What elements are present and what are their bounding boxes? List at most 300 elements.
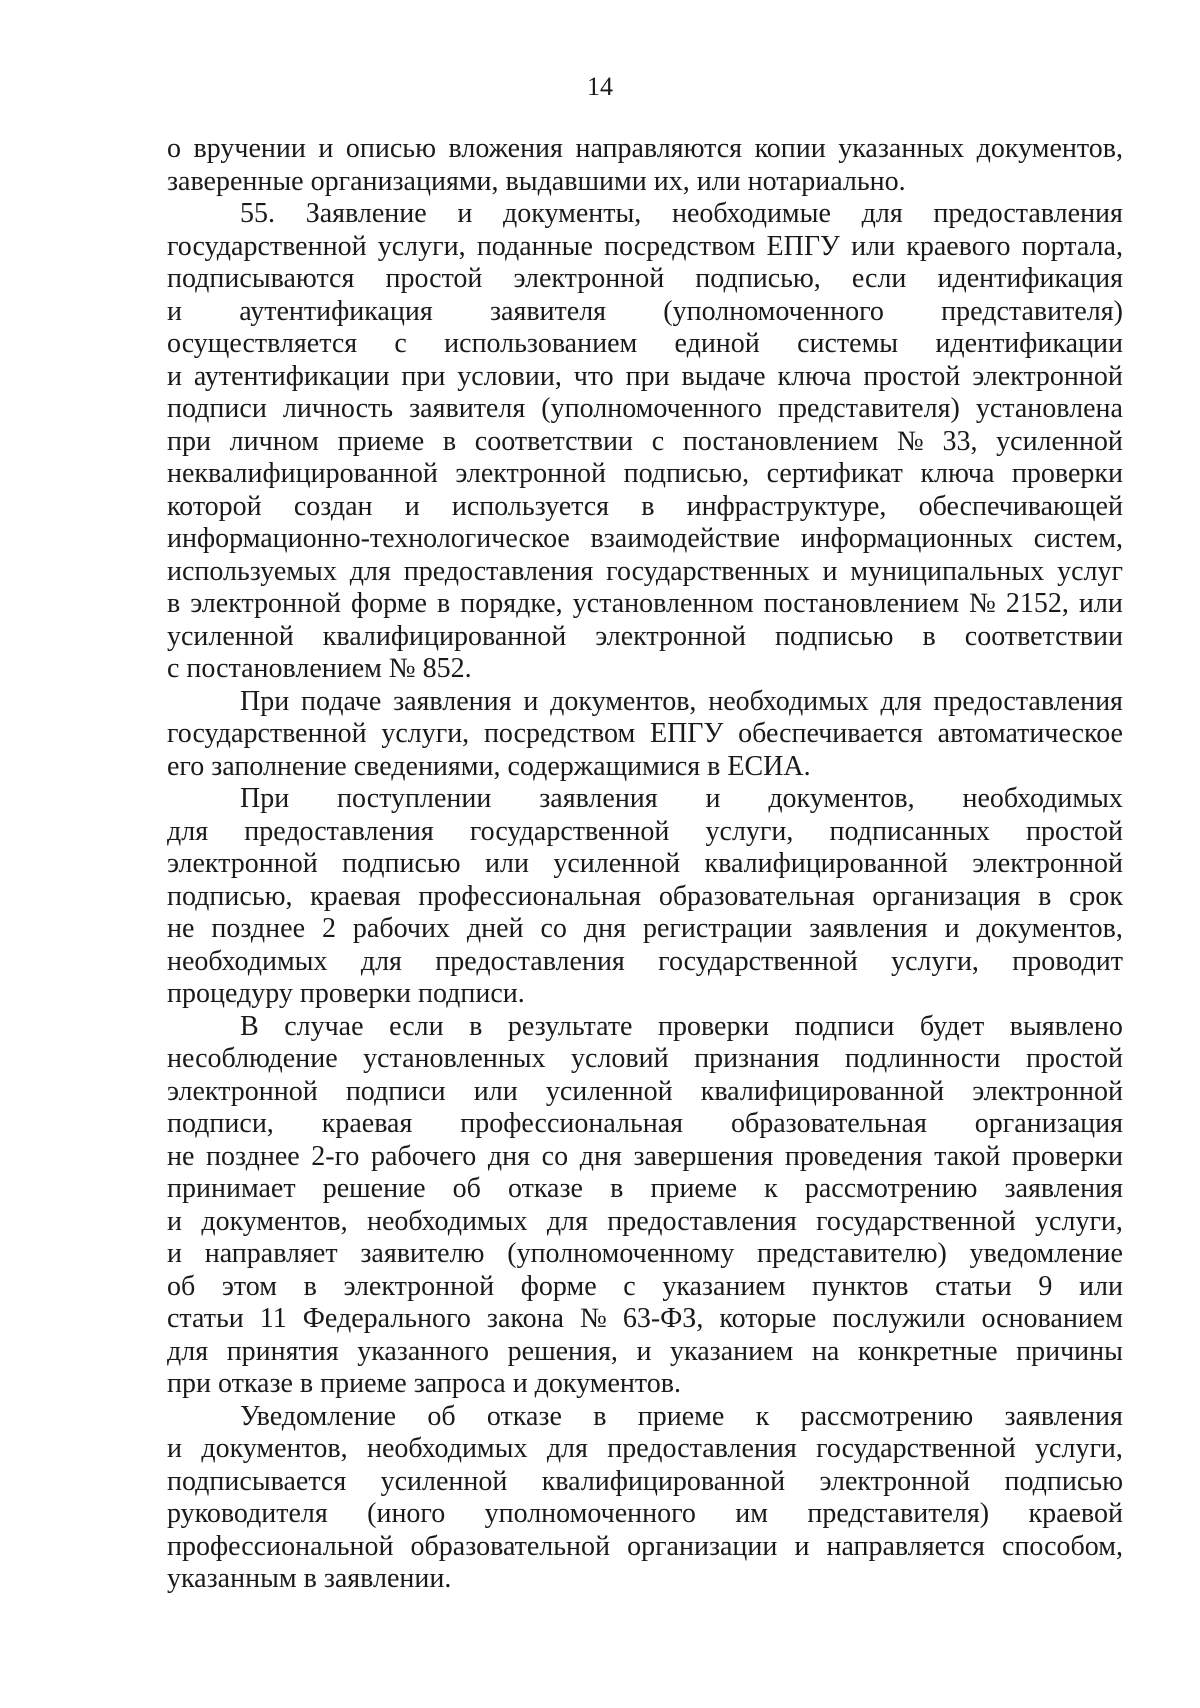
word: описью: [345, 133, 436, 164]
word: 55.: [240, 198, 275, 229]
word: рабочего: [371, 1140, 477, 1172]
word: предоставления: [403, 555, 594, 587]
word: проверки: [1011, 1140, 1123, 1172]
word: и: [944, 913, 960, 944]
word: заявления: [1004, 1400, 1123, 1432]
word: рассмотрению: [804, 1173, 978, 1204]
word: регистрации: [642, 913, 793, 944]
word: на: [811, 1335, 840, 1367]
word: которые: [719, 1303, 817, 1334]
word: которой: [167, 490, 262, 522]
word: 11: [259, 1303, 287, 1334]
word: подписью: [1004, 1465, 1123, 1497]
text-line: заверенные организациями, выдавшими их, или нотариально.: [167, 165, 906, 197]
word: представителю): [757, 1238, 947, 1269]
word: предоставления: [244, 815, 434, 847]
word: подписью,: [623, 458, 750, 489]
word: При: [240, 685, 290, 717]
word: необходимых: [366, 1205, 528, 1237]
text-line: [167, 1011, 1123, 1044]
text-line: [167, 1173, 1123, 1206]
word: принимает: [167, 1173, 296, 1204]
word: ключа: [920, 458, 995, 489]
word: соответствии: [474, 425, 633, 457]
word: электронной: [167, 1075, 318, 1107]
text-line: [167, 426, 1123, 459]
word: об: [427, 1400, 456, 1432]
word: услуги,: [1035, 1433, 1123, 1464]
word: электронной: [972, 848, 1123, 879]
word: и: [167, 1205, 182, 1237]
word: конкретные: [857, 1335, 998, 1367]
word: информационных: [800, 523, 1014, 554]
word: обеспечивающей: [918, 490, 1123, 522]
word: им: [735, 1498, 768, 1529]
word: идентификации: [935, 328, 1123, 359]
word: краевая: [310, 880, 401, 912]
word: не: [167, 1140, 195, 1172]
word: документов,: [768, 783, 915, 814]
word: усиленной: [996, 425, 1123, 457]
word: усиленной: [545, 1075, 673, 1107]
word: При: [240, 783, 290, 814]
word: послужили: [832, 1303, 966, 1334]
word: направляется: [826, 1530, 985, 1562]
word: заявления: [1004, 1173, 1123, 1204]
word: о: [167, 133, 181, 164]
text-line: [167, 1498, 1123, 1531]
word: подаче: [301, 685, 382, 717]
document-text: [167, 133, 1123, 1596]
word: и: [822, 555, 838, 587]
word: постановлением: [763, 588, 960, 619]
word: подписи: [794, 1010, 895, 1042]
word: идентификация: [937, 263, 1123, 294]
word: документов,: [550, 685, 697, 717]
word: краевая: [321, 1108, 413, 1139]
word: или: [1079, 1270, 1123, 1302]
word: государственных: [606, 555, 810, 587]
text-line: [167, 1336, 1123, 1369]
word: установленном: [572, 588, 754, 619]
word: не: [167, 913, 195, 944]
word: 9: [1038, 1270, 1053, 1302]
word: или: [851, 230, 896, 262]
word: представителя): [941, 295, 1123, 327]
word: отказе: [486, 1400, 562, 1432]
word: условии,: [457, 360, 562, 392]
word: организации: [627, 1530, 778, 1562]
word: (уполномоченному: [507, 1238, 735, 1269]
word: ЕПГУ: [649, 718, 724, 749]
word: (уполномоченного: [541, 393, 762, 424]
word: образовательной: [410, 1530, 611, 1562]
word: об: [167, 1270, 196, 1302]
word: приеме: [637, 1400, 725, 1432]
word: срок: [1068, 880, 1123, 912]
word: для: [349, 555, 391, 587]
word: признания: [694, 1043, 820, 1074]
word: указанием: [662, 1270, 786, 1302]
word: организация: [872, 880, 1021, 912]
text-line: [167, 458, 1123, 491]
word: подлинности: [844, 1043, 1001, 1074]
word: уведомление: [969, 1238, 1123, 1269]
word: с: [623, 1270, 636, 1302]
word: для: [167, 815, 209, 847]
word: взаимодействие: [590, 523, 781, 554]
word: дней: [466, 913, 524, 944]
word: документов,: [976, 913, 1123, 944]
word: государственной: [658, 945, 858, 977]
word: или: [1078, 588, 1123, 619]
word: системы: [797, 328, 899, 359]
word: в: [922, 620, 936, 652]
word: в: [442, 425, 457, 457]
word: если: [851, 263, 907, 294]
word: дня: [487, 1140, 531, 1172]
word: форме: [520, 1270, 597, 1302]
word: условий: [571, 1043, 669, 1074]
word: и: [636, 1335, 652, 1367]
word: статьи: [167, 1303, 244, 1334]
word: заявителя: [409, 393, 526, 424]
word: и: [457, 198, 473, 229]
word: обеспечивается: [738, 718, 923, 749]
word: услуги,: [377, 230, 466, 262]
word: случае: [284, 1010, 364, 1042]
word: рабочих: [352, 913, 450, 944]
word: решения,: [507, 1335, 618, 1367]
word: в: [593, 1400, 607, 1432]
text-line: процедуру проверки подписи.: [167, 978, 525, 1009]
text-line: [167, 556, 1123, 589]
word: установленных: [363, 1043, 546, 1074]
word: портала,: [1021, 230, 1123, 262]
text-line: [167, 686, 1123, 719]
word: муниципальных: [850, 555, 1045, 587]
word: направляются: [575, 133, 743, 164]
word: №: [897, 425, 924, 457]
word: предоставления: [607, 1205, 797, 1237]
word: (иного: [367, 1498, 446, 1529]
word: услуг: [1057, 555, 1123, 587]
word: поданные: [476, 230, 593, 262]
text-line: [167, 198, 1123, 231]
word: проверки: [658, 1010, 770, 1042]
word: в: [610, 1173, 624, 1204]
word: в: [167, 588, 181, 619]
word: в: [303, 1270, 317, 1302]
text-line: [167, 1531, 1123, 1564]
word: автоматическое: [937, 718, 1123, 749]
word: профессиональная: [418, 880, 642, 912]
word: пунктов: [812, 1270, 909, 1302]
text-line: [167, 328, 1123, 361]
word: проведения: [784, 1140, 923, 1172]
word: необходимых: [962, 783, 1123, 814]
word: заявления: [393, 685, 512, 717]
word: такой: [934, 1140, 1001, 1172]
word: и: [523, 685, 539, 717]
word: подписью: [774, 620, 894, 652]
word: заявителю: [360, 1238, 485, 1269]
text-line: [167, 263, 1123, 296]
word: выдаче: [681, 360, 766, 392]
word: информационно-технологическое: [167, 523, 570, 554]
word: подписи: [167, 393, 267, 424]
word: образовательная: [731, 1108, 927, 1139]
word: подписывается: [167, 1465, 347, 1497]
word: необходимых: [708, 685, 869, 717]
word: с: [394, 328, 407, 359]
word: несоблюдение: [167, 1043, 338, 1074]
text-line: [167, 1271, 1123, 1304]
word: отказе: [508, 1173, 583, 1204]
word: для: [360, 945, 402, 977]
word: позднее: [206, 1140, 300, 1172]
word: для: [880, 685, 922, 717]
word: статьи: [935, 1270, 1012, 1302]
word: соответствии: [964, 620, 1123, 652]
text-line: [167, 1433, 1123, 1466]
word: государственной: [167, 718, 367, 749]
word: для: [546, 1205, 588, 1237]
word: заявления: [809, 913, 928, 944]
word: при: [401, 360, 446, 392]
word: в: [469, 1010, 483, 1042]
text-line: [167, 523, 1123, 556]
text-line: его заполнение сведениями, содержащимися в ЕСИА.: [167, 750, 811, 782]
word: направляет: [204, 1238, 338, 1269]
word: копии: [754, 133, 826, 164]
word: документов,: [976, 133, 1123, 164]
word: краевого: [906, 230, 1011, 262]
word: профессиональной: [167, 1530, 394, 1562]
word: представителя): [778, 393, 960, 424]
word: указанных: [838, 133, 965, 164]
word: поступлении: [337, 783, 492, 814]
word: указанием: [670, 1335, 794, 1367]
word: сертификат: [766, 458, 903, 489]
word: (уполномоченного: [663, 295, 884, 327]
text-line: [167, 133, 1123, 166]
word: электронной: [972, 360, 1123, 392]
word: об: [452, 1173, 481, 1204]
word: решение: [322, 1173, 426, 1204]
word: единой: [674, 328, 760, 359]
word: для: [167, 1335, 209, 1367]
word: усиленной: [380, 1465, 508, 1497]
word: порядке,: [460, 588, 563, 619]
word: проверки: [1011, 458, 1123, 489]
word: для: [861, 198, 903, 229]
word: и: [318, 133, 334, 164]
word: принятия: [226, 1335, 339, 1367]
word: государственной: [469, 815, 670, 847]
word: к: [764, 1173, 778, 1204]
word: используемых: [167, 555, 337, 587]
word: закона: [486, 1303, 564, 1334]
word: электронной: [167, 848, 318, 879]
word: использованием: [444, 328, 638, 359]
word: подписью: [342, 848, 461, 879]
word: простой: [863, 360, 961, 392]
word: причины: [1016, 1335, 1123, 1367]
word: подписываются: [167, 263, 355, 294]
word: и: [167, 360, 182, 392]
word: электронной: [455, 458, 607, 489]
text-line: [167, 1238, 1123, 1271]
word: вручении: [193, 133, 306, 164]
word: документы,: [503, 198, 642, 229]
word: рассмотрению: [800, 1400, 974, 1432]
text-line: [167, 231, 1123, 264]
word: 2: [321, 913, 336, 944]
word: 2-го: [311, 1140, 360, 1172]
word: предоставления: [933, 685, 1123, 717]
word: уполномоченного: [484, 1498, 696, 1529]
text-line: [167, 588, 1123, 621]
text-line: [167, 913, 1123, 946]
word: услуги,: [381, 718, 470, 749]
word: и: [705, 783, 721, 814]
word: государственной: [816, 1205, 1016, 1237]
word: предоставления: [933, 198, 1123, 229]
word: подписью,: [167, 880, 293, 912]
word: образовательная: [658, 880, 855, 912]
word: подписи,: [167, 1108, 274, 1139]
word: электронной: [190, 588, 341, 619]
word: подписи: [345, 1075, 446, 1107]
word: и: [167, 1238, 182, 1269]
word: систем,: [1033, 523, 1123, 554]
word: дня: [583, 913, 626, 944]
word: 33,: [942, 425, 978, 457]
word: краевой: [1028, 1498, 1123, 1529]
text-line: с постановлением № 852.: [167, 653, 472, 684]
text-line: [167, 621, 1123, 654]
word: предоставления: [607, 1433, 797, 1464]
word: неквалифицированной: [167, 458, 438, 489]
word: квалифицированной: [541, 1465, 786, 1497]
word: простой: [385, 263, 483, 294]
word: что: [573, 360, 614, 392]
word: №: [580, 1303, 607, 1334]
word: аутентификации: [193, 360, 390, 392]
word: в: [641, 490, 655, 522]
word: позднее: [211, 913, 305, 944]
word: государственной: [816, 1433, 1016, 1464]
word: в: [436, 588, 451, 619]
word: Федерального: [302, 1303, 471, 1334]
word: и: [167, 1433, 182, 1464]
word: подписанных: [829, 815, 990, 847]
word: если: [389, 1010, 444, 1042]
text-line: [167, 881, 1123, 914]
word: электронной: [513, 263, 665, 294]
word: проводит: [1012, 945, 1123, 977]
text-line: [167, 393, 1123, 426]
word: при: [625, 360, 670, 392]
text-line: [167, 1108, 1123, 1141]
word: усиленной: [167, 620, 294, 652]
word: электронной: [595, 620, 746, 652]
word: с: [651, 425, 665, 457]
word: выявлено: [1009, 1010, 1123, 1042]
word: услуги,: [1035, 1205, 1123, 1237]
word: организация: [974, 1108, 1123, 1139]
word: посредством: [483, 718, 636, 749]
word: в: [1038, 880, 1052, 912]
word: или: [484, 848, 529, 879]
word: будет: [919, 1010, 985, 1042]
word: услуги,: [891, 945, 979, 977]
word: Заявление: [305, 198, 427, 229]
word: приеме: [337, 425, 425, 457]
word: электронной: [972, 1075, 1123, 1107]
text-line: [167, 946, 1123, 979]
word: и: [794, 1530, 810, 1562]
word: подписью,: [695, 263, 821, 294]
text-line: [167, 848, 1123, 881]
text-line: [167, 491, 1123, 524]
text-line: [167, 1401, 1123, 1434]
word: 63-ФЗ,: [622, 1303, 704, 1334]
word: документов,: [201, 1433, 348, 1464]
word: необходимых: [167, 945, 328, 977]
text-line: [167, 1043, 1123, 1076]
word: основанием: [981, 1303, 1123, 1334]
word: государственной: [167, 230, 367, 262]
word: руководителя: [167, 1498, 328, 1529]
word: аутентификация: [239, 295, 433, 327]
word: ключа: [777, 360, 852, 392]
word: электронной: [819, 1465, 971, 1497]
word: осуществляется: [167, 328, 358, 359]
word: посредством: [604, 230, 756, 262]
word: и: [167, 295, 182, 327]
word: квалифицированной: [700, 1075, 945, 1107]
word: квалифицированной: [322, 620, 567, 652]
word: при: [167, 425, 211, 457]
page-number: 14: [587, 72, 613, 101]
word: приеме: [650, 1173, 737, 1204]
text-line: при отказе в приеме запроса и документов.: [167, 1368, 681, 1399]
word: простой: [1026, 815, 1123, 847]
word: предоставления: [435, 945, 625, 977]
text-line: [167, 1141, 1123, 1174]
word: представителя): [807, 1498, 990, 1529]
text-line: [167, 718, 1123, 751]
text-line: [167, 1466, 1123, 1499]
word: или: [473, 1075, 518, 1107]
word: для: [546, 1433, 588, 1464]
word: необходимые: [671, 198, 831, 229]
word: указанного: [357, 1335, 490, 1367]
word: результате: [507, 1010, 633, 1042]
word: личность: [282, 393, 394, 424]
text-line: [167, 1076, 1123, 1109]
text-line: указанным в заявлении.: [167, 1563, 452, 1594]
text-line: [167, 783, 1123, 816]
word: форме: [351, 588, 427, 619]
text-line: [167, 816, 1123, 849]
word: электронной: [343, 1270, 495, 1302]
word: и: [404, 490, 420, 522]
word: способом,: [1002, 1530, 1123, 1562]
word: со: [540, 913, 567, 944]
